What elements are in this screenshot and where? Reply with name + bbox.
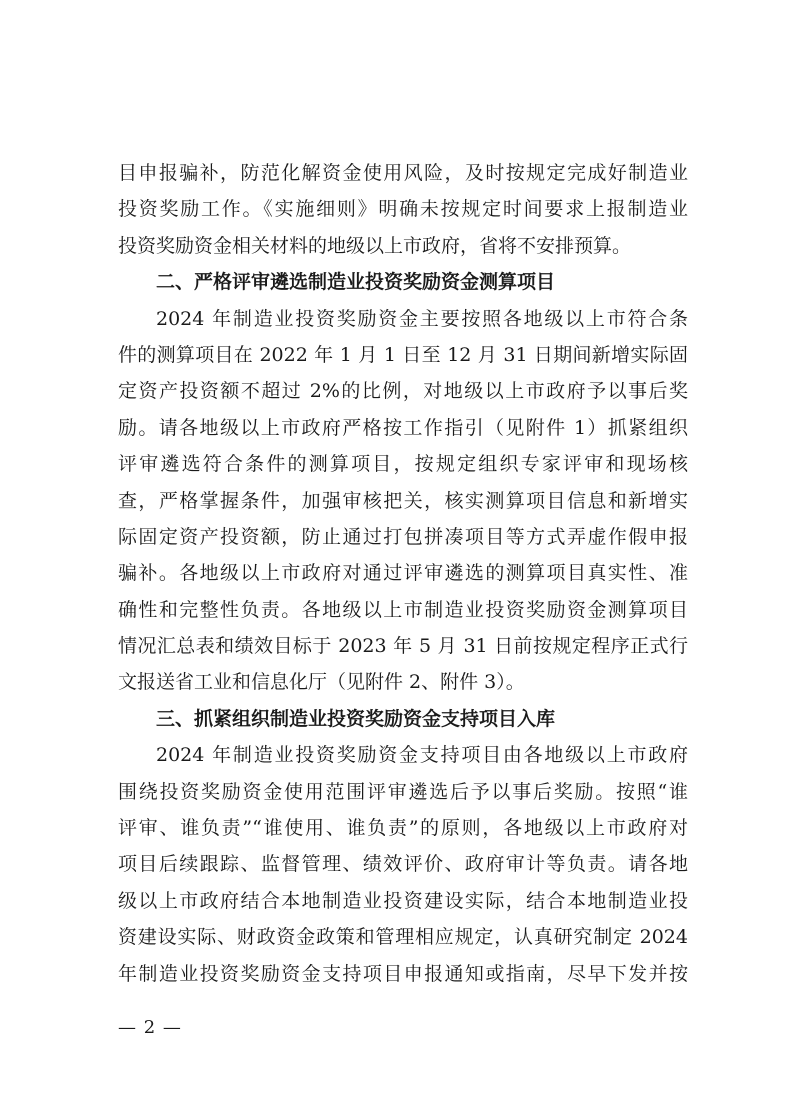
document-body [118, 155, 688, 992]
paragraph-first-line: 2024 年制造业投资奖励资金支持项目由各地级以上市政府 [156, 744, 688, 767]
text-line: 评审遴选符合条件的测算项目，按规定组织专家评审和现场核 [118, 453, 688, 476]
text-line: 级以上市政府结合本地制造业投资建设实际，结合本地制造业投 [118, 889, 688, 912]
text-line: 项目后续跟踪、监督管理、绩效评价、政府审计等负责。请各地 [118, 853, 688, 876]
text-line: 际固定资产投资额，防止通过打包拼凑项目等方式弄虚作假申报 [118, 525, 688, 548]
paragraph-first-line: 2024 年制造业投资奖励资金主要按照各地级以上市符合条 [156, 307, 688, 330]
text-line: 年制造业投资奖励资金支持项目申报通知或指南，尽早下发并按 [118, 962, 688, 985]
text-line: 目申报骗补，防范化解资金使用风险，及时按规定完成好制造业 [118, 162, 688, 184]
paragraph-last-line: 文报送省工业和信息化厅（见附件 2、附件 3）。 [118, 671, 525, 694]
section-heading: 二、严格评审遴选制造业投资奖励资金测算项目 [156, 271, 556, 294]
page-number: — 2 — [118, 1017, 182, 1038]
text-line: 确性和完整性负责。各地级以上市制造业投资奖励资金测算项目 [118, 598, 688, 621]
text-line: 件的测算项目在 2022 年 1 月 1 日至 12 月 31 日期间新增实际固 [118, 343, 688, 366]
text-line: 查，严格掌握条件，加强审核把关，核实测算项目信息和新增实 [118, 489, 688, 512]
text-line: 围绕投资奖励资金使用范围评审遴选后予以事后奖励。按照“谁 [118, 780, 688, 803]
text-line: 骗补。各地级以上市政府对通过评审遴选的测算项目真实性、准 [118, 562, 688, 585]
text-line: 定资产投资额不超过 2%的比例，对地级以上市政府予以事后奖 [118, 380, 688, 403]
section-heading: 三、抓紧组织制造业投资奖励资金支持项目入库 [156, 707, 556, 730]
text-line: 投资奖励工作。《实施细则》明确未按规定时间要求上报制造业 [118, 198, 688, 221]
text-line: 情况汇总表和绩效目标于 2023 年 5 月 31 日前按规定程序正式行 [118, 635, 688, 658]
text-line: 励。请各地级以上市政府严格按工作指引（见附件 1）抓紧组织 [118, 416, 688, 439]
paragraph-last-line: 投资奖励资金相关材料的地级以上市政府，省将不安排预算。 [118, 234, 632, 257]
text-line: 资建设实际、财政资金政策和管理相应规定，认真研究制定 2024 [118, 926, 688, 949]
text-line: 评审、谁负责”“谁使用、谁负责”的原则，各地级以上市政府对 [118, 817, 688, 840]
